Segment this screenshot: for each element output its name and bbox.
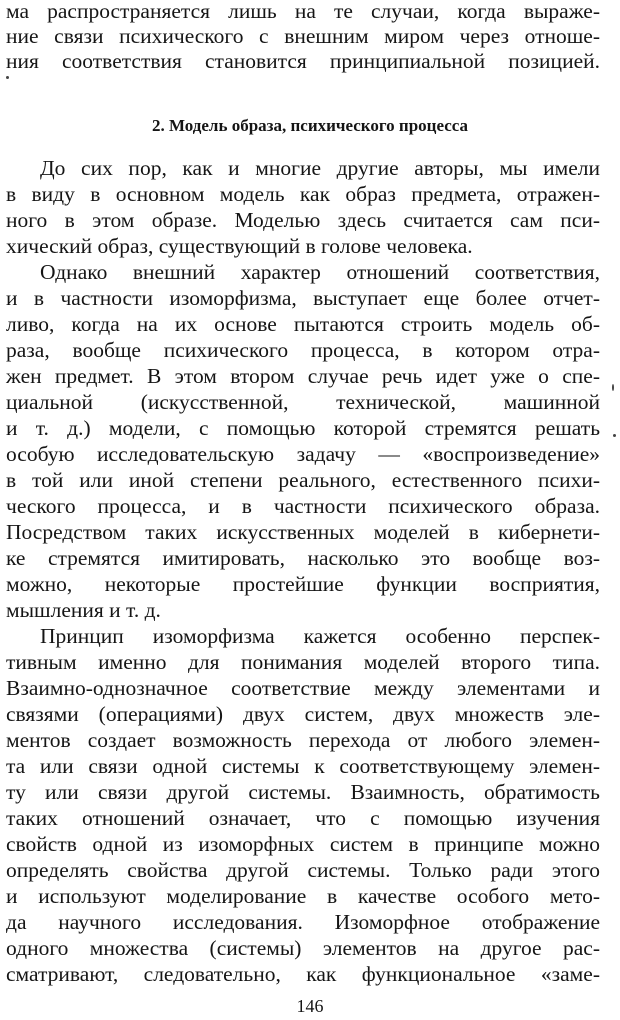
text-line: ние связи психического с внешним миром через отноше- bbox=[6, 24, 600, 48]
text-line: и используют моделирование в качестве особого мето- bbox=[6, 884, 600, 908]
text-line: мышления и т. д. bbox=[6, 598, 161, 622]
text-line: сматривают, следовательно, как функциональное «заме- bbox=[6, 962, 600, 986]
text-line: ке стремятся имитировать, насколько это вообще воз- bbox=[6, 546, 600, 570]
text-line: Принцип изоморфизма кажется особенно перспек- bbox=[40, 624, 600, 648]
text-line: одного множества (системы) элементов на другое рас- bbox=[6, 936, 600, 960]
text-line: До сих пор, как и многие другие авторы, мы имели bbox=[40, 156, 600, 180]
text-line: Однако внешний характер отношений соответствия, bbox=[40, 260, 600, 284]
text-line: тивным именно для понимания моделей второго типа. bbox=[6, 650, 600, 674]
text-line: жен предмет. В этом втором случае речь идет уже о спе- bbox=[6, 364, 600, 388]
text-line: и в частности изоморфизма, выступает еще более отчет- bbox=[6, 286, 600, 310]
text-line: в виду в основном модель как образ предмета, отражен- bbox=[6, 182, 600, 206]
text-line: таких отношений означает, что с помощью изучения bbox=[6, 806, 600, 830]
text-line: да научного исследования. Изоморфное отображение bbox=[6, 910, 600, 934]
text-line: свойств одной из изоморфных систем в принципе можно bbox=[6, 832, 600, 856]
page-number: 146 bbox=[296, 996, 324, 1016]
text-line: в той или иной степени реального, естественного психи- bbox=[6, 468, 600, 492]
text-line: та или связи одной системы к соответствующему элемен- bbox=[6, 754, 600, 778]
section-heading: 2. Модель образа, психического процесса bbox=[151, 116, 469, 135]
text-line: особую исследовательскую задачу — «воспроизведение» bbox=[6, 442, 600, 466]
margin-mark bbox=[612, 384, 614, 391]
text-line: и т. д.) модели, с помощью которой стремятся решать bbox=[6, 416, 600, 440]
text-line: хический образ, существующий в голове человека. bbox=[6, 234, 473, 258]
text-line: определять свойства другой системы. Только ради этого bbox=[6, 858, 600, 882]
text-line: можно, некоторые простейшие функции восприятия, bbox=[6, 572, 600, 596]
text-line: ментов создает возможность перехода от любого элемен- bbox=[6, 728, 600, 752]
text-line: ливо, когда на их основе пытаются строить модель об- bbox=[6, 312, 600, 336]
text-line: ческого процесса, и в частности психического образа. bbox=[6, 494, 600, 518]
text-line: Взаимно-однозначное соответствие между элементами и bbox=[6, 676, 600, 700]
text-line: ния соответствия становится принципиальной позицией. bbox=[6, 49, 600, 73]
text-line: связями (операциями) двух систем, двух множеств эле- bbox=[6, 702, 600, 726]
text-line: ма распространяется лишь на те случаи, когда выраже- bbox=[6, 0, 600, 23]
text-line: циальной (искусственной, технической, машинной bbox=[6, 390, 600, 414]
text-line: раза, вообще психического процесса, в котором отра- bbox=[6, 338, 600, 362]
print-speck bbox=[6, 76, 9, 79]
text-line: Посредством таких искусственных моделей в кибернети- bbox=[6, 520, 600, 544]
text-line: ту или связи другой системы. Взаимность, обратимость bbox=[6, 780, 600, 804]
text-line: ного в этом образе. Моделью здесь считается сам пси- bbox=[6, 208, 600, 232]
margin-mark bbox=[613, 434, 616, 437]
